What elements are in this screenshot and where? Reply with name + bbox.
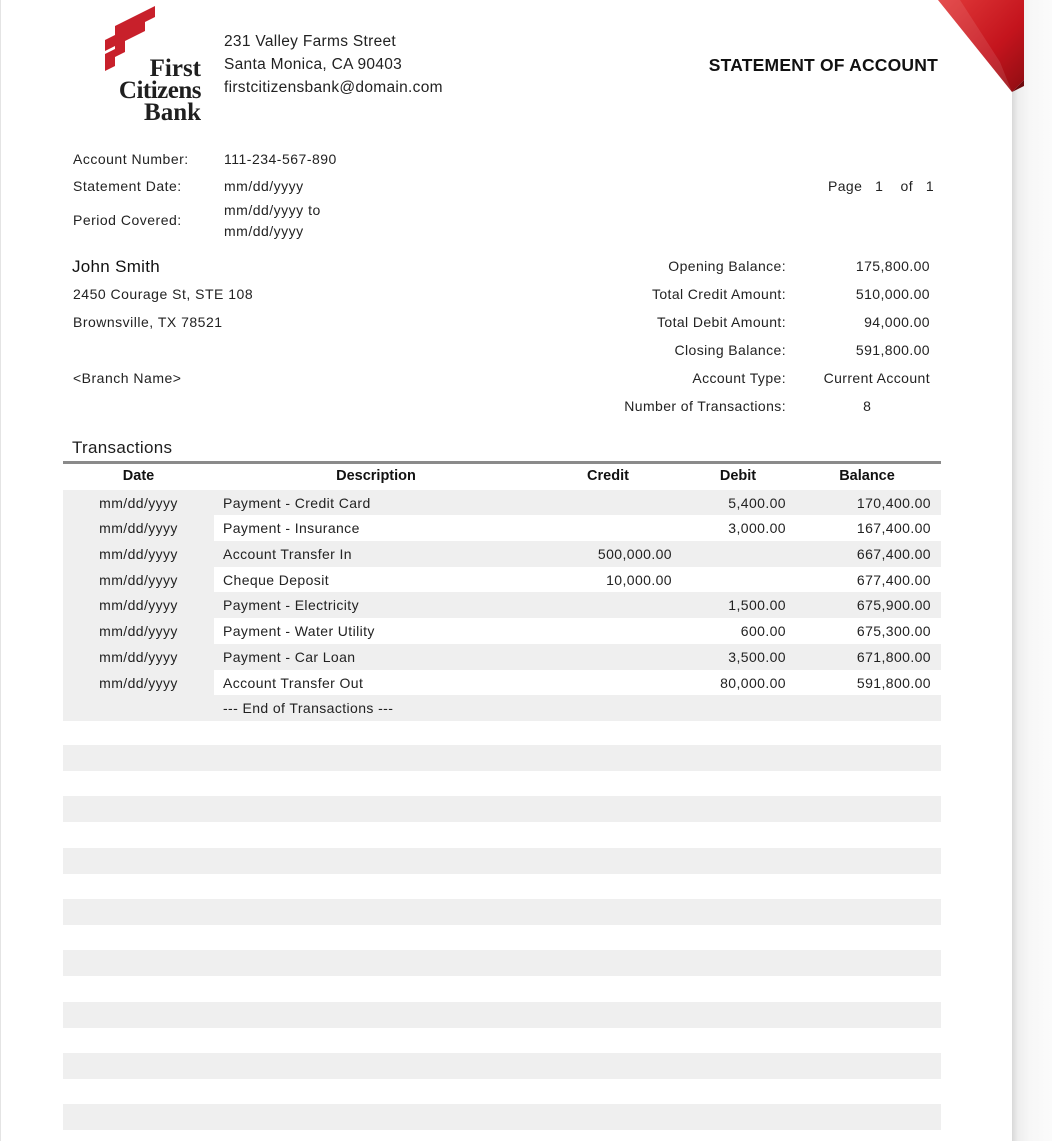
empty-row-stripe <box>63 950 941 976</box>
cell-description: Payment - Credit Card <box>223 494 371 511</box>
cell-credit: 10,000.00 <box>606 571 672 588</box>
customer-name: John Smith <box>72 257 161 276</box>
empty-row-stripe <box>63 1002 941 1028</box>
cell-debit: 3,500.00 <box>728 648 786 665</box>
cell-balance: 170,400.00 <box>856 494 931 511</box>
cell-debit: 600.00 <box>740 623 786 640</box>
cell-balance: 667,400.00 <box>856 546 931 563</box>
empty-row-stripe <box>63 1104 941 1130</box>
bank-email: firstcitizensbank@domain.com <box>224 79 443 96</box>
summary-label-total-debit: Total Debit Amount: <box>657 314 786 330</box>
cell-description: Account Transfer In <box>223 546 352 563</box>
summary-label-account-type: Account Type: <box>692 370 786 386</box>
account-number-label: Account Number: <box>73 151 189 167</box>
cell-date: mm/dd/yyyy <box>99 520 178 537</box>
summary-value-closing-balance: 591,800.00 <box>855 342 930 358</box>
customer-address-line2: Brownsville, TX 78521 <box>73 314 223 330</box>
empty-row-stripe <box>63 848 941 874</box>
bank-address-line1: 231 Valley Farms Street <box>224 33 397 50</box>
cell-balance: 591,800.00 <box>856 674 931 691</box>
logo-word-3: Bank <box>144 99 201 126</box>
cell-description: Payment - Car Loan <box>223 648 356 665</box>
bank-address-line2: Santa Monica, CA 90403 <box>224 56 403 73</box>
header-date: Date <box>122 468 155 484</box>
row-shade-date <box>63 695 214 721</box>
cell-date: mm/dd/yyyy <box>99 571 178 588</box>
page-indicator <box>828 178 934 194</box>
summary-label-transaction-count: Number of Transactions: <box>624 398 786 414</box>
table-row <box>63 490 941 516</box>
summary-label-opening-balance: Opening Balance: <box>668 258 786 274</box>
cell-debit: 3,000.00 <box>728 520 786 537</box>
table-row <box>63 567 941 593</box>
page-of: of <box>900 178 914 194</box>
corner-ribbon-icon <box>900 0 1052 100</box>
cell-description: Cheque Deposit <box>223 571 329 588</box>
cell-description: Payment - Insurance <box>223 520 360 537</box>
cell-balance: 671,800.00 <box>856 648 931 665</box>
summary-value-total-credit: 510,000.00 <box>855 286 930 302</box>
cell-date: mm/dd/yyyy <box>99 597 178 614</box>
cell-date: mm/dd/yyyy <box>99 546 178 563</box>
cell-debit: 5,400.00 <box>728 494 786 511</box>
header-description: Description <box>336 468 416 484</box>
cell-date: mm/dd/yyyy <box>99 494 178 511</box>
table-row <box>63 618 941 644</box>
cell-debit: 1,500.00 <box>728 597 786 614</box>
transactions-title: Transactions <box>72 438 173 457</box>
period-covered-label: Period Covered: <box>73 212 182 228</box>
summary-value-opening-balance: 175,800.00 <box>855 258 930 274</box>
page-edge-shadow <box>1012 0 1052 1141</box>
cell-description: Payment - Electricity <box>223 597 359 614</box>
table-row <box>63 592 941 618</box>
cell-balance: 675,900.00 <box>856 597 931 614</box>
summary-value-transaction-count: 8 <box>863 398 871 414</box>
table-header-row <box>63 464 941 490</box>
end-of-transactions-marker: --- End of Transactions --- <box>223 700 394 717</box>
cell-description: Payment - Water Utility <box>223 623 375 640</box>
account-number-value: 111-234-567-890 <box>224 151 337 167</box>
cell-balance: 167,400.00 <box>856 520 931 537</box>
empty-row-stripe <box>63 1053 941 1079</box>
page-number: 1 <box>875 178 884 194</box>
branch-name: <Branch Name> <box>73 370 182 386</box>
customer-address-line1: 2450 Courage St, STE 108 <box>73 286 254 302</box>
table-row <box>63 644 941 670</box>
cell-balance: 677,400.00 <box>856 571 931 588</box>
cell-credit: 500,000.00 <box>597 546 672 563</box>
summary-value-account-type: Current Account <box>823 370 930 386</box>
summary-label-closing-balance: Closing Balance: <box>674 342 786 358</box>
bank-logo-wordmark <box>77 57 201 125</box>
summary-value-total-debit: 94,000.00 <box>864 314 930 330</box>
statement-date-value: mm/dd/yyyy <box>224 178 304 194</box>
end-of-transactions-row <box>63 695 941 721</box>
logo-word-1: First <box>149 55 201 82</box>
header-debit: Debit <box>719 468 757 484</box>
cell-description: Account Transfer Out <box>223 674 364 691</box>
page-total: 1 <box>925 178 935 194</box>
cell-date: mm/dd/yyyy <box>99 648 178 665</box>
cell-debit: 80,000.00 <box>720 674 786 691</box>
cell-balance: 675,300.00 <box>856 623 931 640</box>
empty-row-stripe <box>63 745 941 771</box>
table-row <box>63 541 941 567</box>
summary-label-total-credit: Total Credit Amount: <box>651 286 786 302</box>
document-title: STATEMENT OF ACCOUNT <box>708 55 938 75</box>
logo-word-2: Citizens <box>118 77 201 104</box>
table-row <box>63 670 941 696</box>
empty-row-stripe <box>63 899 941 925</box>
transactions-table <box>63 464 941 721</box>
period-covered-line2: mm/dd/yyyy <box>224 223 304 239</box>
header-credit: Credit <box>587 468 629 484</box>
empty-row-stripe <box>63 796 941 822</box>
page-label: Page <box>828 178 863 194</box>
cell-date: mm/dd/yyyy <box>99 674 178 691</box>
header-balance: Balance <box>839 468 895 484</box>
period-covered-line1: mm/dd/yyyy to <box>224 202 321 218</box>
cell-date: mm/dd/yyyy <box>99 623 178 640</box>
statement-date-label: Statement Date: <box>73 178 182 194</box>
table-row <box>63 515 941 541</box>
